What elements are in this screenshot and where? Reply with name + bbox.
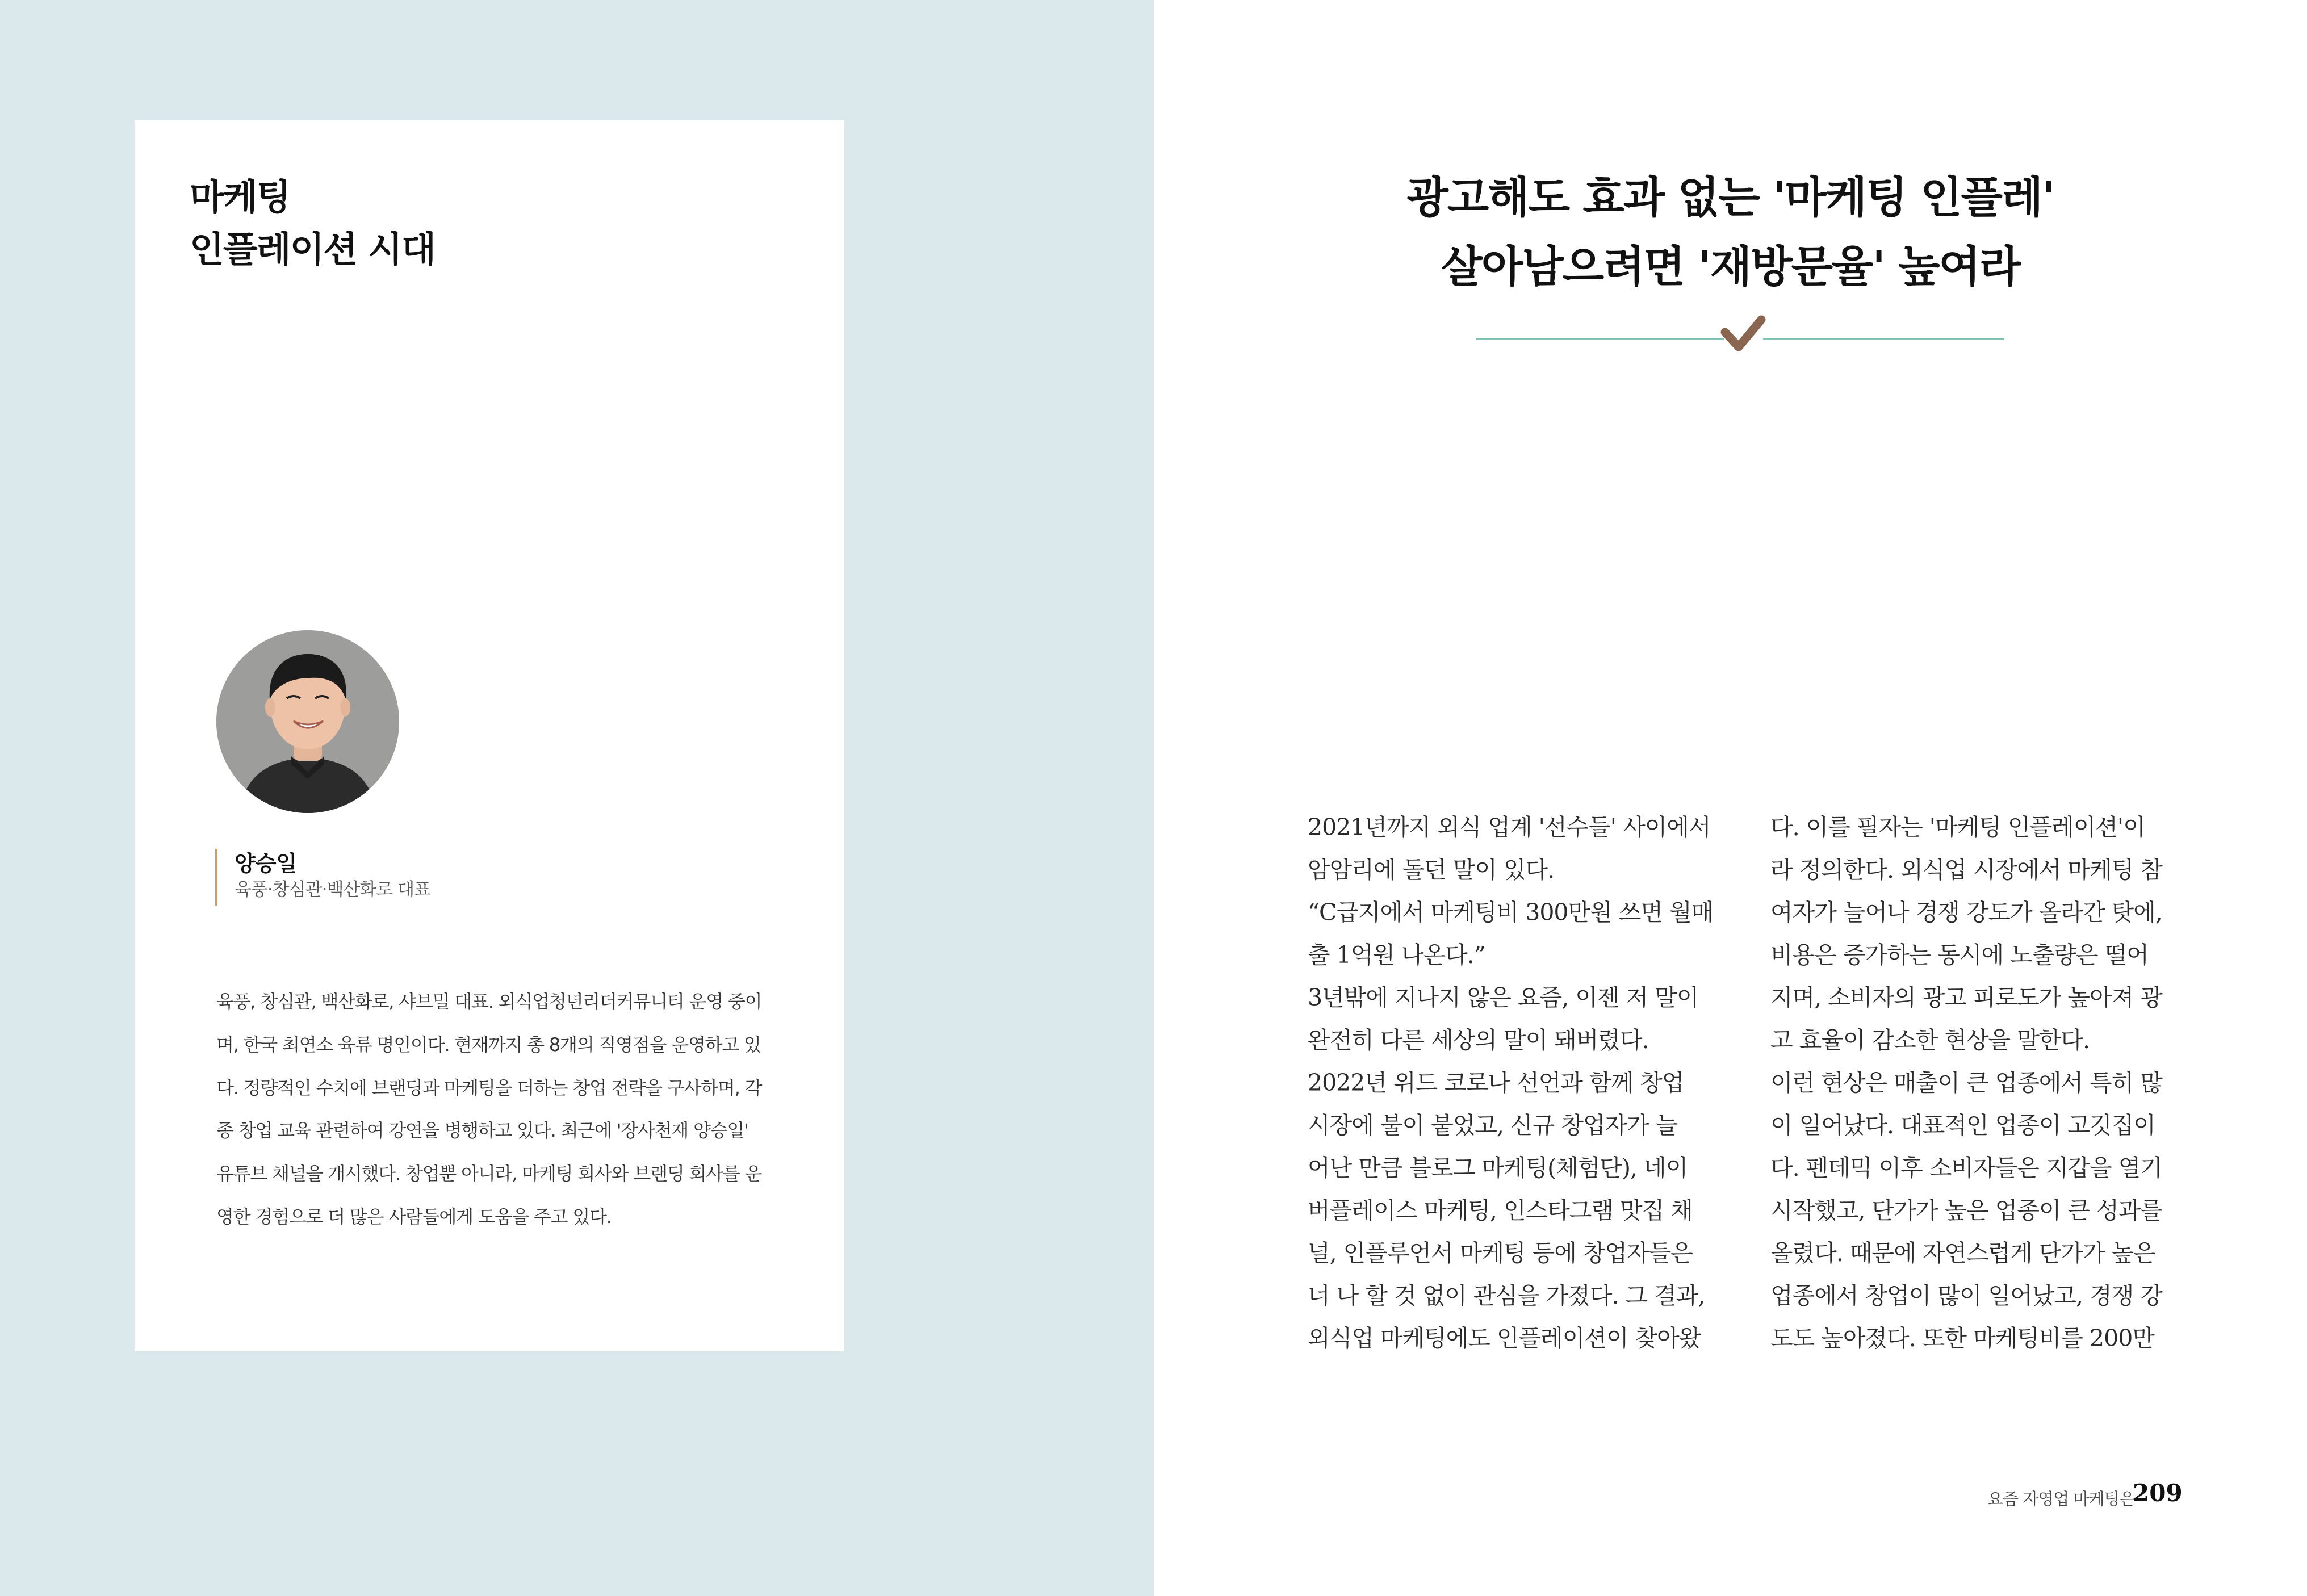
bio-line: 영한 경험으로 더 많은 사람들에게 도움을 주고 있다. [216,1205,612,1228]
body-line: 3년밖에 지나지 않은 요즘, 이젠 저 말이 [1308,984,1699,1011]
body-column-right [1770,806,2179,1360]
body-line: 다. 이를 필자는 '마케팅 인플레이션'이 [1770,814,2145,841]
body-line: 비용은 증가하는 동시에 노출량은 떨어 [1770,941,2149,969]
headline-divider [1471,309,2010,355]
bio-line: 종 창업 교육 관련하여 강연을 병행하고 있다. 최근에 '장사천재 양승일' [216,1120,748,1142]
author-card [135,120,844,1351]
body-line: 고 효율이 감소한 현상을 말한다. [1770,1027,2090,1054]
article-headline [1154,163,2307,301]
bio-line: 육풍, 창심관, 백산화로, 샤브밀 대표. 외식업청년리더커뮤니티 운영 중이 [216,991,762,1012]
author-name: 양승일 [235,851,298,876]
body-line: 도도 높아졌다. 또한 마케팅비를 200만 [1770,1325,2154,1352]
body-line: 널, 인플루언서 마케팅 등에 창업자들은 [1308,1239,1693,1267]
body-line: 2022년 위드 코로나 선언과 함께 창업 [1308,1069,1684,1096]
body-line: 너 나 할 것 없이 관심을 가졌다. 그 결과, [1308,1282,1705,1309]
body-line: “C급지에서 마케팅비 300만원 쓰면 월매 [1308,899,1714,926]
body-line: 시장에 불이 붙었고, 신규 창업자가 늘 [1308,1112,1678,1139]
body-line: 라 정의한다. 외식업 시장에서 마케팅 참 [1770,856,2162,883]
running-title: 요즘 자영업 마케팅은 [1987,1489,2135,1509]
body-line: 완전히 다른 세상의 말이 돼버렸다. [1308,1027,1649,1054]
body-line: 이런 현상은 매출이 큰 업종에서 특히 많 [1770,1069,2162,1096]
body-line: 버플레이스 마케팅, 인스타그램 맛집 채 [1308,1197,1693,1224]
check-icon [1471,309,2010,355]
body-line: 시작했고, 단가가 높은 업종이 큰 성과를 [1770,1197,2162,1224]
body-line: 업종에서 창업이 많이 일어났고, 경쟁 강 [1770,1282,2162,1309]
body-line: 지며, 소비자의 광고 피로도가 높아져 광 [1770,984,2162,1011]
headline-line-1: 광고해도 효과 없는 '마케팅 인플레' [1406,172,2054,223]
bio-line: 유튜브 채널을 개시했다. 창업뿐 아니라, 마케팅 회사와 브랜딩 회사를 운 [216,1163,762,1185]
author-bio [216,981,784,1239]
body-line: 어난 만큼 블로그 마케팅(체험단), 네이 [1308,1154,1688,1182]
body-line: 암암리에 돌던 말이 있다. [1308,856,1555,883]
body-line: 2021년까지 외식 업계 '선수들' 사이에서 [1308,814,1711,841]
body-column-left [1308,806,1716,1360]
series-title-line-2: 인플레이션 시대 [190,229,435,270]
series-title-line-1: 마케팅 [190,177,290,218]
body-line: 올렸다. 때문에 자연스럽게 단가가 높은 [1770,1239,2155,1267]
bio-line: 다. 정량적인 수치에 브랜딩과 마케팅을 더하는 창업 전략을 구사하며, 각 [216,1076,762,1099]
headline-line-2: 살아남으려면 '재방문율' 높여라 [1441,241,2020,292]
body-line: 다. 펜데믹 이후 소비자들은 지갑을 열기 [1770,1154,2162,1182]
body-line: 여자가 늘어나 경쟁 강도가 올라간 탓에, [1770,899,2162,926]
author-block [215,849,430,906]
body-line: 이 일어났다. 대표적인 업종이 고깃집이 [1770,1112,2155,1139]
author-portrait-illustration [216,630,399,813]
body-line: 출 1억원 나온다.” [1308,941,1485,969]
author-photo [216,630,399,813]
page-number: 209 [2133,1479,2183,1507]
author-role: 육풍·창심관·백산화로 대표 [235,879,430,900]
bio-line: 며, 한국 최연소 육류 명인이다. 현재까지 총 8개의 직영점을 운영하고 있 [216,1033,761,1055]
series-title [190,171,435,276]
body-line: 외식업 마케팅에도 인플레이션이 찾아왔 [1308,1325,1701,1352]
